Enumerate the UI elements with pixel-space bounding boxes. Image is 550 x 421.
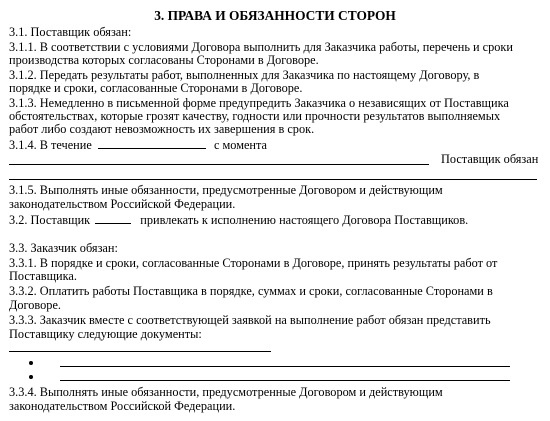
clause-3-3-3-line-1: 3.3.3. Заказчик вместе с соответствующей заявкой на выполнение работ обязан представить	[9, 313, 491, 327]
clause-3-1-3-line-2: обстоятельствах, которые грозят качеству, годности или прочности результатов выполняемых	[9, 109, 501, 123]
clause-3-3-1-line-2: Поставщика.	[9, 269, 77, 283]
clause-3-1-4-line-1	[9, 137, 267, 152]
customer-heading: 3.3. Заказчик обязан:	[9, 241, 118, 255]
clause-3-1-4-prefix: 3.1.4. В течение	[9, 138, 92, 152]
obligation-blank-field	[95, 212, 131, 224]
document-item-line	[60, 366, 510, 367]
fill-in-line	[9, 164, 429, 165]
clause-3-3-1-line-1: 3.3.1. В порядке и сроки, согласованные Сторонами в Договоре, принять результаты работ от	[9, 256, 498, 270]
clause-3-3-4-line-2: законодательством Российской Федерации.	[9, 399, 236, 413]
bullet-icon	[29, 375, 33, 379]
clause-3-2	[9, 212, 468, 227]
clause-3-2-prefix: 3.2. Поставщик	[9, 213, 91, 227]
fill-in-line	[9, 179, 537, 180]
clause-3-3-2-line-2: Договоре.	[9, 298, 61, 312]
clause-3-3-4-line-1: 3.3.4. Выполнять иные обязанности, предусмотренные Договором и действующим	[9, 385, 443, 399]
document-item-line	[60, 380, 510, 381]
clause-3-1-1-line-2: производства которых согласованы Сторонами в Договоре.	[9, 53, 319, 67]
term-blank-field	[98, 137, 206, 149]
bullet-icon	[29, 361, 33, 365]
clause-3-1-2-line-1: 3.1.2. Передать результаты работ, выполненных для Заказчика по настоящему Договору, в	[9, 68, 480, 82]
clause-3-1-4-middle: с момента	[213, 138, 267, 152]
clause-3-1-2-line-2: порядке и сроки, согласованные Сторонами в Договоре.	[9, 81, 303, 95]
section-title: 3. ПРАВА И ОБЯЗАННОСТИ СТОРОН	[154, 8, 396, 23]
clause-3-1-4-suffix: Поставщик обязан	[441, 152, 539, 166]
clause-3-3-3-line-2: Поставщику следующие документы:	[9, 327, 202, 341]
documents-fill-line	[9, 351, 271, 352]
clause-3-2-suffix: привлекать к исполнению настоящего Договора Поставщиков.	[140, 213, 469, 227]
clause-3-1-3-line-1: 3.1.3. Немедленно в письменной форме предупредить Заказчика о независящих от Поставщика	[9, 96, 509, 110]
clause-3-3-2-line-1: 3.3.2. Оплатить работы Поставщика в порядке, суммах и сроки, согласованные Сторонами в	[9, 284, 493, 298]
supplier-heading: 3.1. Поставщик обязан:	[9, 25, 132, 39]
clause-3-1-5-line-2: законодательством Российской Федерации.	[9, 197, 236, 211]
clause-3-1-3-line-3: работ либо создают невозможность их завершения в срок.	[9, 122, 315, 136]
clause-3-1-1-line-1: 3.1.1. В соответствии с условиями Договора выполнить для Заказчика работы, перечень и сроки	[9, 40, 513, 54]
clause-3-1-5-line-1: 3.1.5. Выполнять иные обязанности, предусмотренные Договором и действующим	[9, 183, 443, 197]
